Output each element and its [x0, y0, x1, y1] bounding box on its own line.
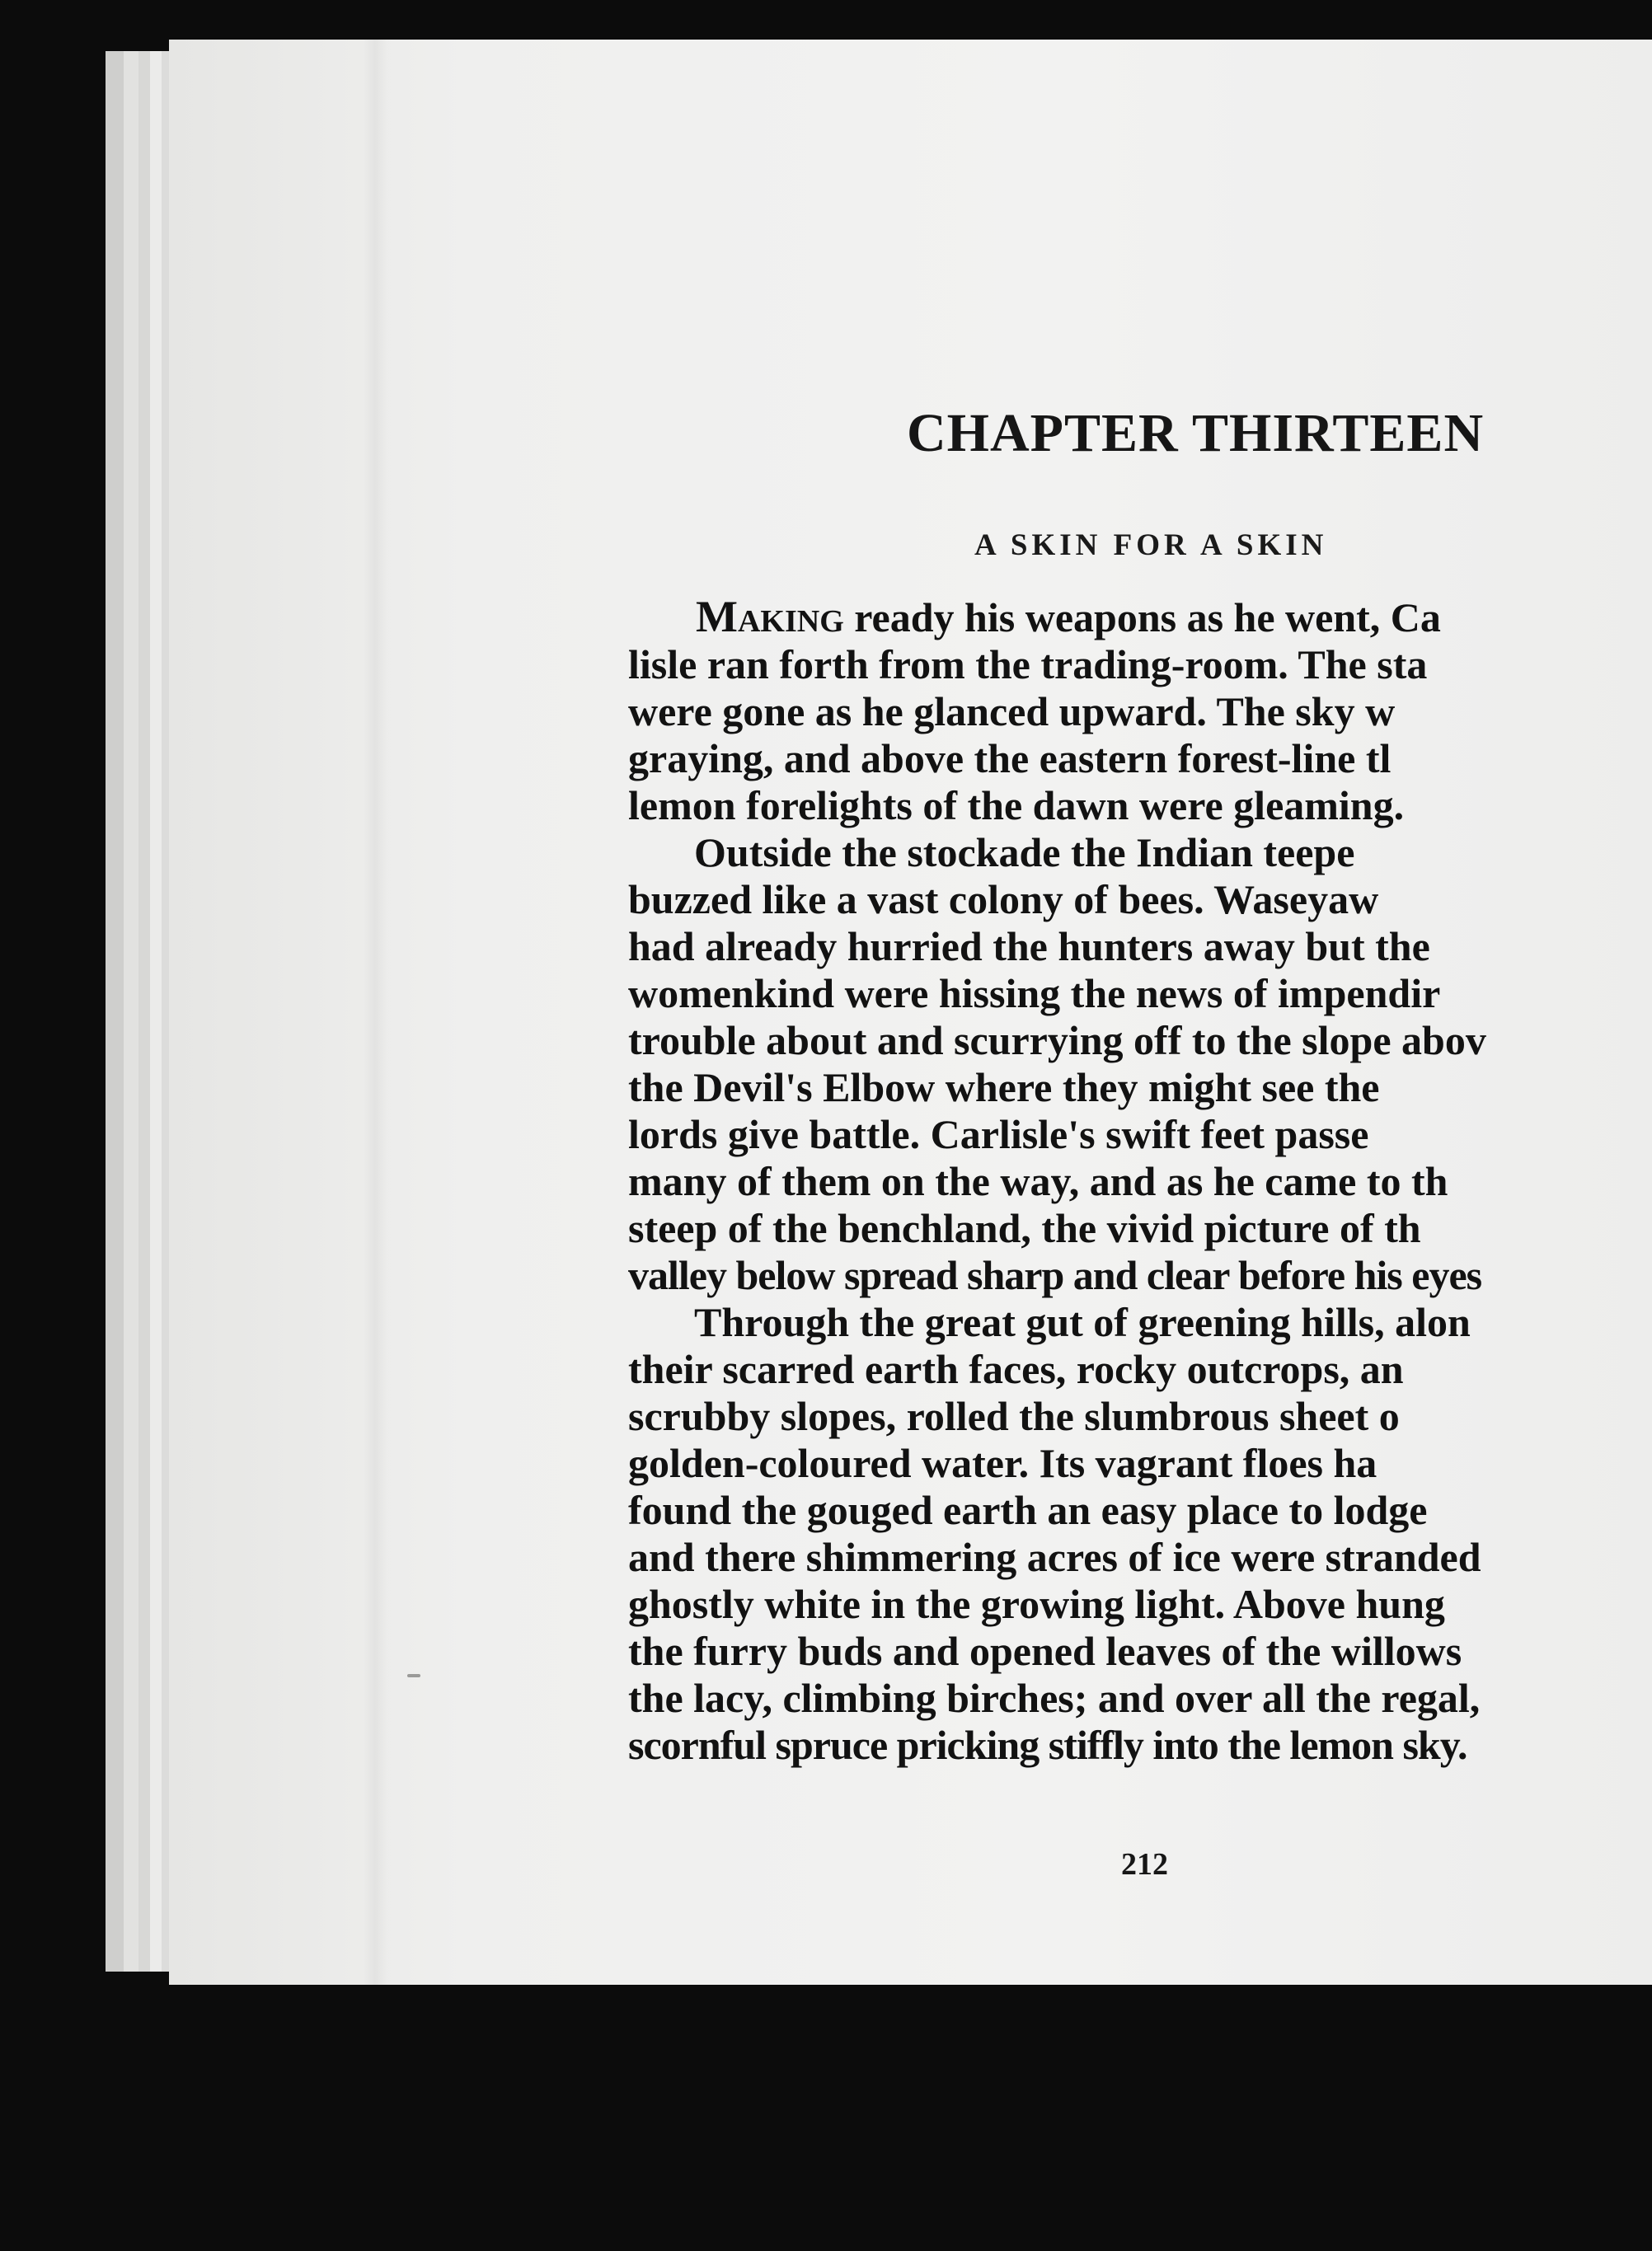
text-line: Outside the stockade the Indian teepe	[694, 829, 1355, 875]
body-text	[628, 593, 1652, 1769]
text-line: valley below spread sharp and clear before his eyes	[628, 1252, 1482, 1298]
text-line: steep of the benchland, the vivid picture of th	[628, 1205, 1421, 1251]
text-line: had already hurried the hunters away but the	[628, 923, 1430, 969]
text-line: many of them on the way, and as he came to th	[628, 1158, 1448, 1204]
chapter-title: CHAPTER THIRTEEN	[907, 403, 1485, 463]
text-line: lords give battle. Carlisle's swift feet passe	[628, 1111, 1369, 1157]
text-line: the lacy, climbing birches; and over all the regal,	[628, 1675, 1481, 1721]
chapter-subtitle: A SKIN FOR A SKIN	[974, 528, 1328, 562]
text-line: graying, and above the eastern forest-line tl	[628, 735, 1392, 781]
drop-word: Making	[696, 593, 844, 641]
text-line: the furry buds and opened leaves of the willows	[628, 1628, 1462, 1674]
text-line: ghostly white in the growing light. Above hung	[628, 1581, 1445, 1627]
text-line: womenkind were hissing the news of impendir	[628, 970, 1441, 1016]
text-line: their scarred earth faces, rocky outcrops, an	[628, 1346, 1404, 1392]
text-line: and there shimmering acres of ice were stranded	[628, 1534, 1481, 1580]
text-line: Through the great gut of greening hills, alon	[694, 1299, 1471, 1345]
text-line: lisle ran forth from the trading-room. The sta	[628, 641, 1428, 687]
text-line: buzzed like a vast colony of bees. Waseyaw	[628, 876, 1379, 922]
gutter-shadow	[363, 40, 387, 1985]
text-line: golden-coloured water. Its vagrant floes ha	[628, 1440, 1377, 1486]
text-line: scornful spruce pricking stiffly into the lemon sky.	[628, 1722, 1467, 1768]
text-line: trouble about and scurrying off to the slope abov	[628, 1017, 1486, 1063]
text-line: lemon forelights of the dawn were gleaming.	[628, 782, 1405, 828]
page-number: 212	[1121, 1847, 1168, 1882]
text-line: were gone as he glanced upward. The sky w	[628, 688, 1396, 734]
text-line: found the gouged earth an easy place to lodge	[628, 1487, 1428, 1533]
text-line: scrubby slopes, rolled the slumbrous sheet o	[628, 1393, 1400, 1439]
text-line: Making ready his weapons as he went, Ca	[696, 593, 1441, 641]
paper-speck	[407, 1674, 420, 1677]
text-line: the Devil's Elbow where they might see the	[628, 1064, 1380, 1110]
